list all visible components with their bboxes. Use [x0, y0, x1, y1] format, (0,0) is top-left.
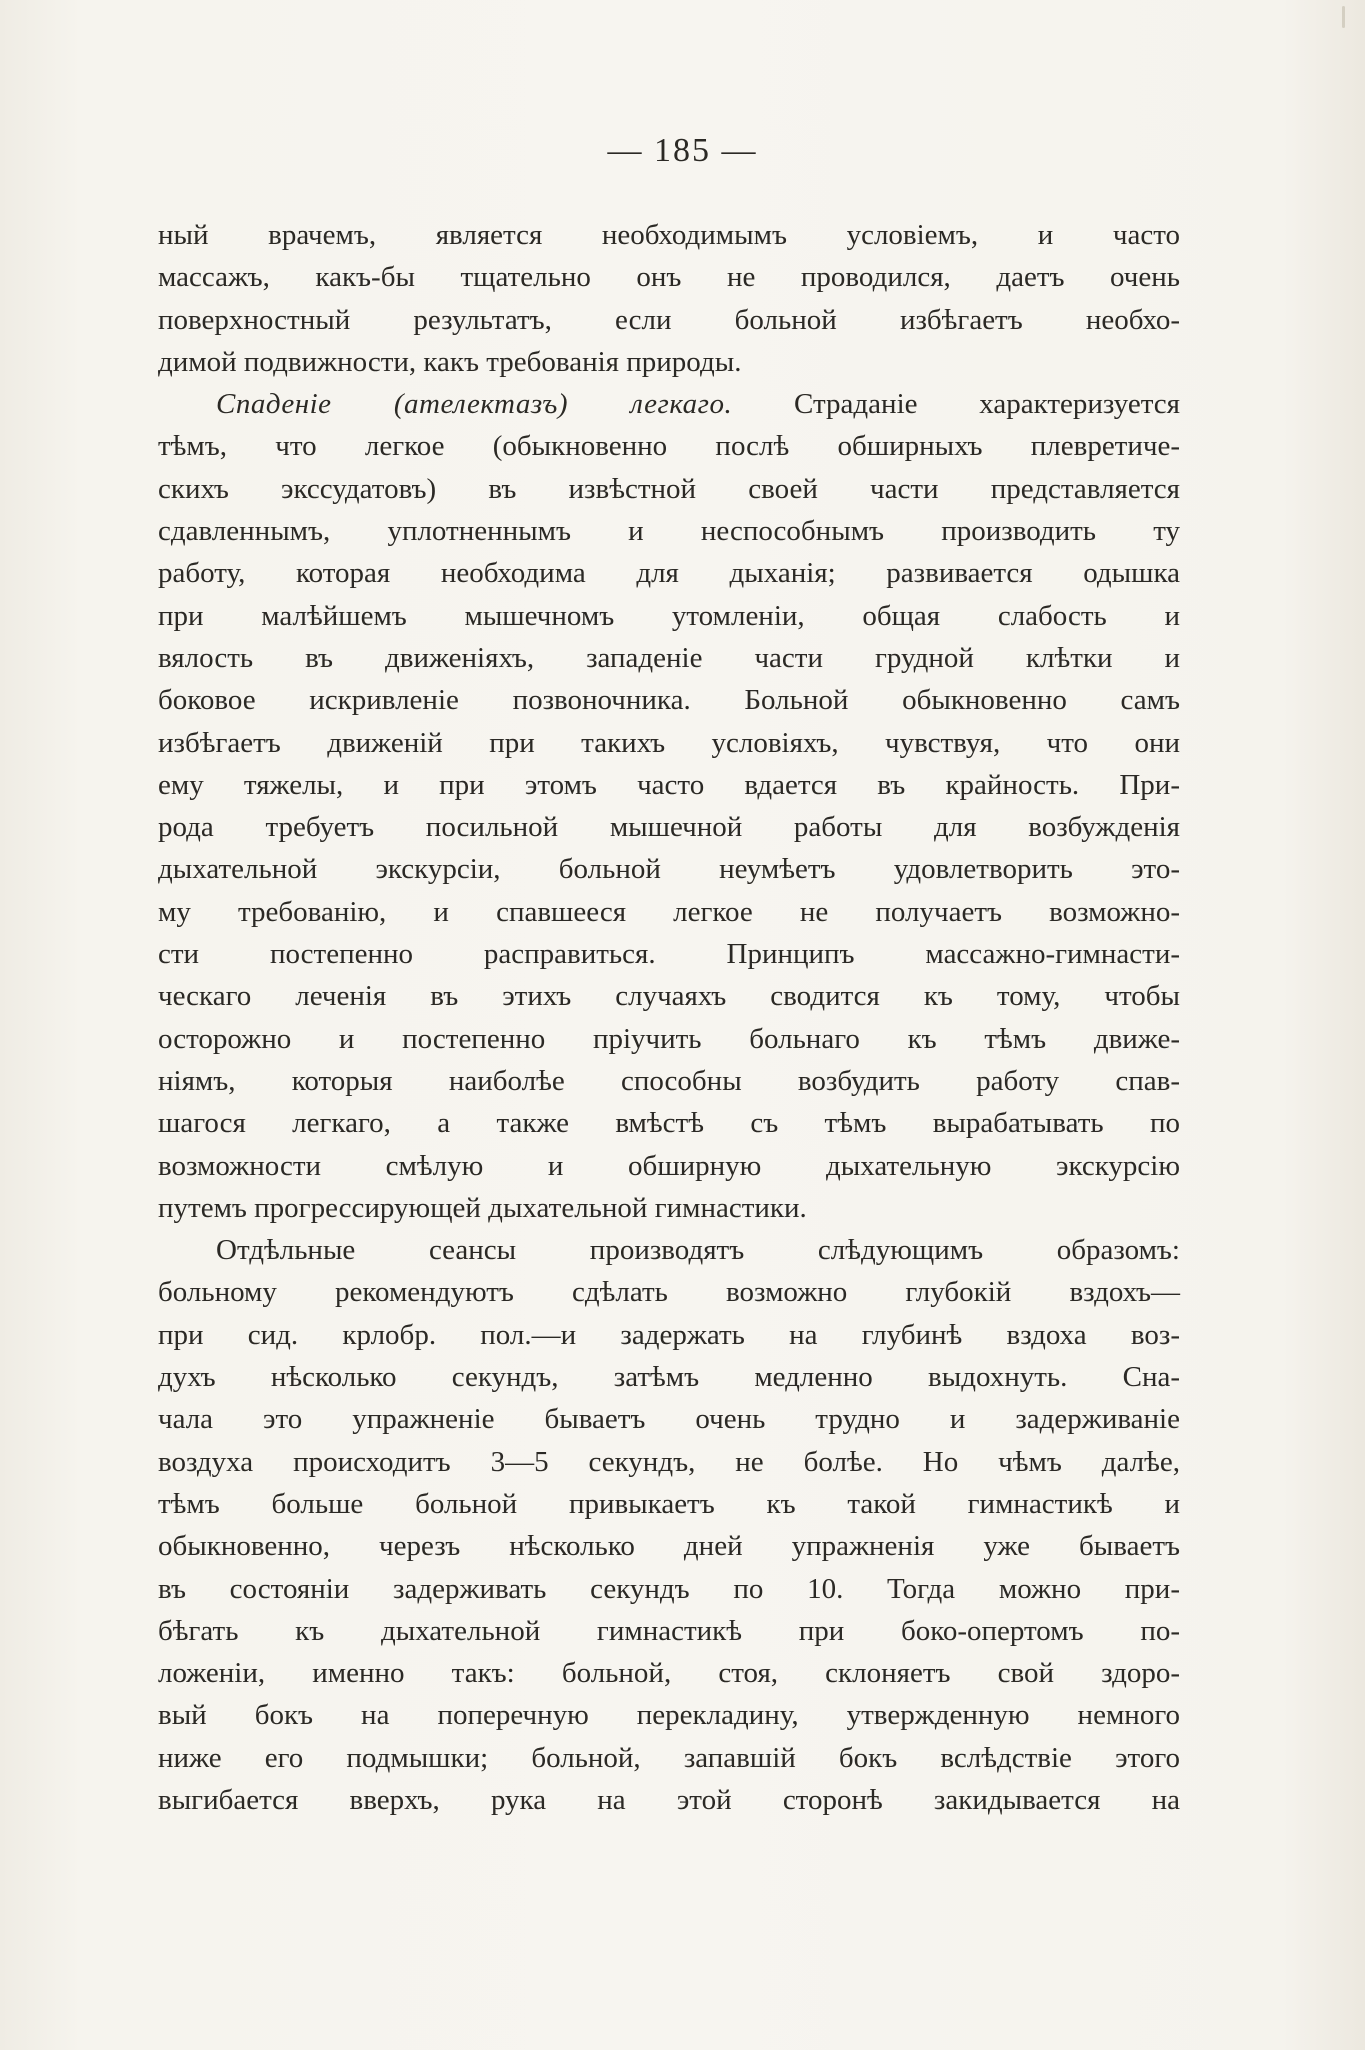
text-line: вялость въ движеніяхъ, западеніе части грудной клѣтки и: [158, 641, 1180, 674]
text-line: работу, которая необходима для дыханія; развивается одышка: [158, 557, 1180, 590]
text-line: шагося легкаго, а также вмѣстѣ съ тѣмъ вырабатывать по: [158, 1107, 1180, 1140]
page-number: — 185 —: [607, 132, 758, 169]
text-line: ніямъ, которыя наиболѣе способны возбудить работу спав-: [158, 1064, 1180, 1097]
text-line: сти постепенно расправиться. Принципъ массажно-гимнасти-: [158, 938, 1180, 971]
text-line: димой подвижности, какъ требованія природы.: [158, 345, 742, 378]
paragraph-start-line: Отдѣльные сеансы производятъ слѣдующимъ образомъ:: [216, 1234, 1180, 1267]
text-line: поверхностный результатъ, если больной избѣгаетъ необхо-: [158, 303, 1180, 336]
text-line: массажъ, какъ-бы тщательно онъ не проводился, даетъ очень: [158, 261, 1180, 294]
text-line: возможности смѣлую и обширную дыхательную экскурсію: [158, 1149, 1180, 1182]
text-line: больному рекомендуютъ сдѣлать возможно глубокій вздохъ—: [158, 1276, 1180, 1309]
text-line: въ состояніи задерживать секундъ по 10. Тогда можно при-: [158, 1572, 1180, 1605]
paper-mark: [1342, 6, 1345, 28]
body-text: [158, 214, 1180, 1821]
text-line: осторожно и постепенно пріучить больнаго къ тѣмъ движе-: [158, 1022, 1180, 1055]
text-line: скихъ экссудатовъ) въ извѣстной своей части представляется: [158, 472, 1180, 505]
text-line: обыкновенно, черезъ нѣсколько дней упражненія уже бываетъ: [158, 1530, 1180, 1563]
text-line: духъ нѣсколько секундъ, затѣмъ медленно выдохнуть. Сна-: [158, 1361, 1180, 1394]
text-line: при сид. крлобр. пол.—и задержать на глубинѣ вздоха воз-: [158, 1318, 1180, 1351]
text-line: му требованію, и спавшееся легкое не получаетъ возможно-: [158, 895, 1180, 928]
text-line: воздуха происходитъ 3—5 секундъ, не болѣе. Но чѣмъ далѣе,: [158, 1445, 1180, 1478]
text-line: сдавленнымъ, уплотненнымъ и неспособнымъ производить ту: [158, 515, 1180, 548]
text-line: вый бокъ на поперечную перекладину, утвержденную немного: [158, 1699, 1180, 1732]
text-line: бѣгать къ дыхательной гимнастикѣ при боко-опертомъ по-: [158, 1614, 1180, 1647]
text-line: ный врачемъ, является необходимымъ условіемъ, и часто: [158, 219, 1180, 251]
text-line: при малѣйшемъ мышечномъ утомленіи, общая слабость и: [158, 599, 1180, 632]
text-line: избѣгаетъ движеній при такихъ условіяхъ, чувствуя, что они: [158, 726, 1180, 759]
text-line: дыхательной экскурсіи, больной неумѣетъ удовлетворить это-: [158, 853, 1180, 886]
section-heading: Спаденіе (ателектазъ) легкаго.: [216, 388, 733, 421]
text-line: ниже его подмышки; больной, запавшій бокъ вслѣдствіе этого: [158, 1741, 1180, 1774]
section-heading-line: [158, 383, 1180, 425]
text-line-rest: Страданіе характеризуется: [732, 388, 1181, 421]
text-line: ческаго леченія въ этихъ случаяхъ сводится къ тому, чтобы: [158, 980, 1180, 1013]
text-line: боковое искривленіе позвоночника. Больной обыкновенно самъ: [158, 684, 1180, 717]
text-line: тѣмъ больше больной привыкаетъ къ такой гимнастикѣ и: [158, 1487, 1180, 1520]
text-line: ему тяжелы, и при этомъ часто вдается въ крайность. При-: [158, 768, 1180, 801]
text-line: путемъ прогрессирующей дыхательной гимнастики.: [158, 1191, 807, 1224]
text-line: рода требуетъ посильной мышечной работы для возбужденія: [158, 811, 1180, 844]
text-line: ложеніи, именно такъ: больной, стоя, склоняетъ свой здоро-: [158, 1657, 1180, 1690]
text-line: выгибается вверхъ, рука на этой сторонѣ закидывается на: [158, 1783, 1180, 1816]
text-line: тѣмъ, что легкое (обыкновенно послѣ обширныхъ плевретиче-: [158, 430, 1180, 463]
text-line: чала это упражненіе бываетъ очень трудно и задерживаніе: [158, 1403, 1180, 1436]
